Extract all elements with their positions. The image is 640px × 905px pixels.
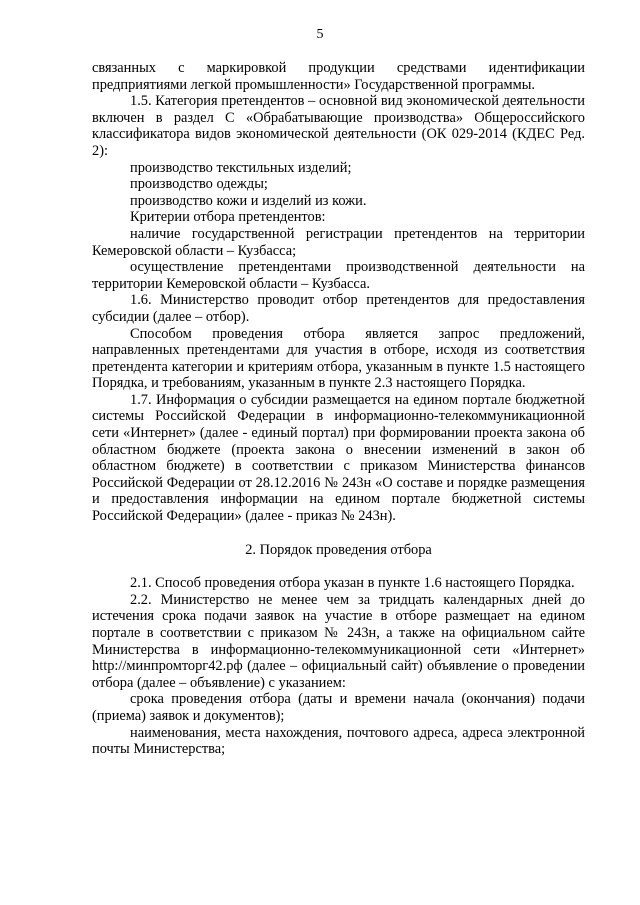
list-item-textiles: производство текстильных изделий; xyxy=(130,159,352,176)
criteria-registration: наличие государственной регистрации претендентов на территории Кемеровской области – Кузбасса; xyxy=(92,225,585,259)
page-number: 5 xyxy=(316,27,324,42)
list-item-leather: производство кожи и изделий из кожи. xyxy=(130,192,367,209)
paragraph-1-5: 1.5. Категория претендентов – основной вид экономической деятельности включен в раздел С «Обрабатывающие производства» Общероссийского классификатора видов экономической деятельности (ОК 029-2014 (КДЕС Ред. 2): xyxy=(92,93,585,159)
paragraph-1-6: 1.6. Министерство проводит отбор претендентов для предоставления субсидии (далее – отбор). xyxy=(92,292,585,325)
paragraph-2-1: 2.1. Способ проведения отбора указан в пункте 1.6 настоящего Порядка. xyxy=(130,575,575,592)
list-item-clothing: производство одежды; xyxy=(130,176,268,193)
paragraph-selection-method: Способом проведения отбора является запрос предложений, направленных претендентами для участия в отборе, исходя из соответствия претендента категории и критериям отбора, указанным в пункте 1.5 настоящего Порядка, и требованиям, указанным в пункте 2.3 настоящего Порядка. xyxy=(92,325,585,392)
paragraph-2-2: 2.2. Министерство не менее чем за тридцать календарных дней до истечения срока подачи заявок на участие в отборе размещает на едином портале в соответствии с приказом № 243н, а также на официальном сайте Министерства в информационно-телекоммуникационной сети «Интернет» http://минпромторг42.рф (далее – официальный сайт) объявление о проведении отбора (далее – объявление) с указанием: xyxy=(92,591,585,691)
paragraph-1-7: 1.7. Информация о субсидии размещается на едином портале бюджетной системы Российской Федерации в информационно-телекоммуникационной сети «Интернет» (далее - единый портал) при формировании проекта закона об областном бюджете (проекта закона о внесении изменений в закон об областном бюджете) в соответствии с приказом Министерства финансов Российской Федерации от 28.12.2016 № 243н «О составе и порядке размещения и предоставления информации на едином портале бюджетной системы Российской Федерации» (далее - приказ № 243н). xyxy=(92,391,585,525)
list-item-ministry-details: наименования, места нахождения, почтового адреса, адреса электронной почты Министерства; xyxy=(92,724,585,758)
criteria-production: осуществление претендентами производственной деятельности на территории Кемеровской области – Кузбасса. xyxy=(92,259,585,292)
document-body xyxy=(92,60,585,758)
criteria-heading: Критерии отбора претендентов: xyxy=(130,209,326,226)
paragraph: связанных с маркировкой продукции средствами идентификации предприятиями легкой промышленности» Государственной программы. xyxy=(92,60,585,93)
section-heading: 2. Порядок проведения отбора xyxy=(245,541,432,558)
list-item-deadline: срока проведения отбора (даты и времени начала (окончания) подачи (приема) заявок и документов); xyxy=(92,691,585,724)
